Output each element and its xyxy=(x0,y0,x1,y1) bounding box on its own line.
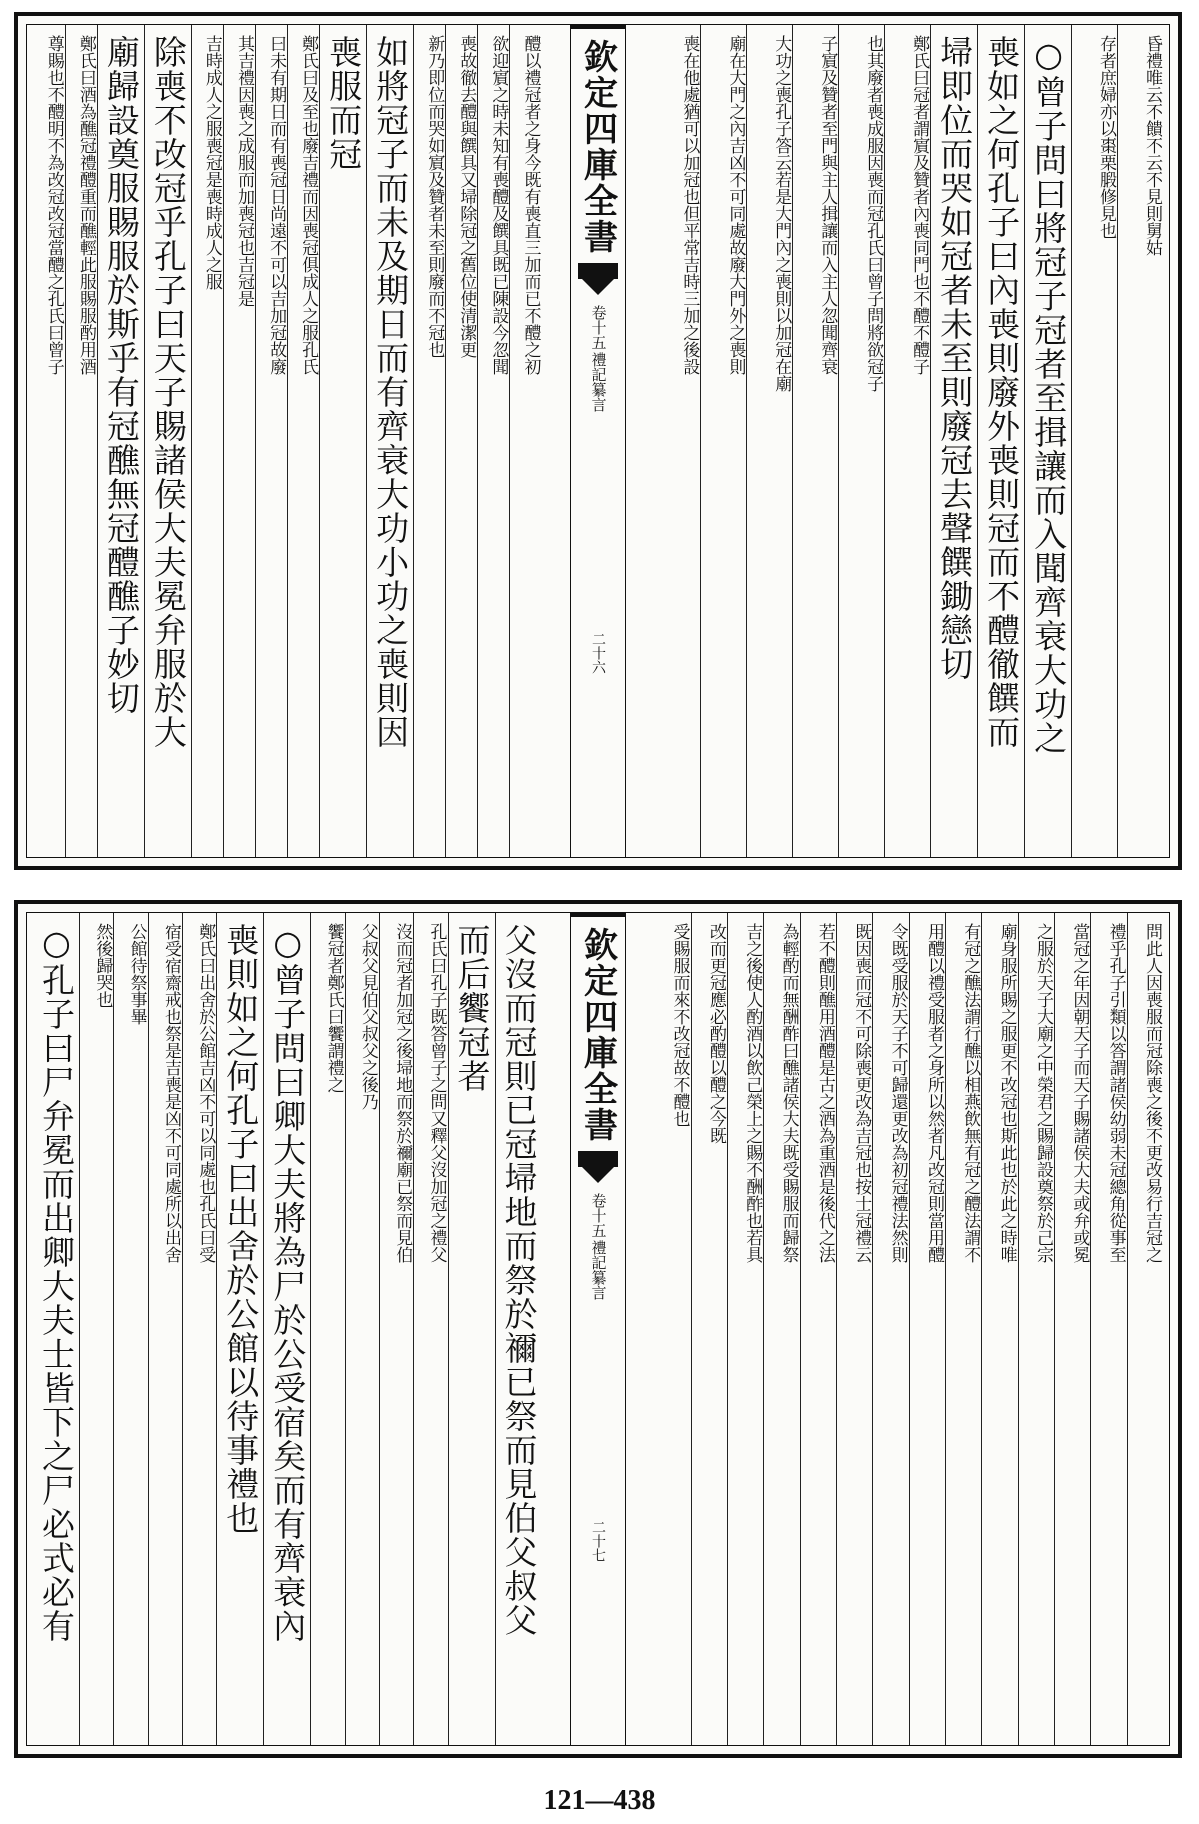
gutter-top-bar xyxy=(571,25,625,29)
main-text-column: ○曾子問曰將冠子冠者至揖讓而入聞齊衰大功之 xyxy=(1024,25,1071,857)
top-right-columns xyxy=(655,25,1164,857)
main-text-column: ○曾子問曰卿大夫將為尸於公受宿矣而有齊衰內 xyxy=(263,913,310,1745)
commentary-column: 然後歸哭也 xyxy=(79,913,113,1745)
commentary-column: 昏禮唯云不饋不云不見則舅姑 xyxy=(1117,25,1163,857)
main-text-column: 除喪不改冠乎孔子曰天子賜諸侯大夫冕弁服於大 xyxy=(144,25,191,857)
commentary-column: 若不醴則醮用酒醴是古之酒為重酒是後代之法 xyxy=(800,913,836,1745)
volume-label: 卷十五 xyxy=(589,1193,608,1238)
main-text-column: 埽即位而哭如冠者未至則廢冠去聲饌鋤戀切 xyxy=(930,25,977,857)
commentary-column: 醴以禮冠者之身今既有喪直三加而已不醴之初 xyxy=(509,25,541,857)
commentary-column: 既因喪而冠不可除喪更改為吉冠也按士冠禮云 xyxy=(836,913,872,1745)
commentary-column: 新乃即位而哭如賔及贊者未至則廢而不冠也 xyxy=(413,25,445,857)
book-info xyxy=(590,305,607,412)
commentary-column: 禮乎孔子引類以答謂諸侯幼弱未冠總角從事至 xyxy=(1090,913,1126,1745)
library-title: 欽定四庫全書 xyxy=(577,39,618,255)
commentary-column: 吉之後使人酌酒以飲己榮上之賜不酬酢也若具 xyxy=(727,913,763,1745)
main-text-column: 廟歸設奠服賜服於斯乎有冠醮無冠醴醮子妙切 xyxy=(97,25,144,857)
commentary-column: 孔氏曰孔子既答曾子之問又釋父沒加冠之禮父 xyxy=(413,913,447,1745)
page-number: 121—438 xyxy=(543,1785,656,1816)
commentary-column: 鄭氏曰出舍於公館吉凶不可以同處也孔氏曰受 xyxy=(182,913,216,1745)
commentary-column: 宿受宿齋戒也祭是吉喪是凶不可同處所以出舍 xyxy=(148,913,182,1745)
commentary-column: 受賜服而來不改冠故不醴也 xyxy=(669,923,690,1127)
commentary-column: 鄭氏曰及至也廢吉禮而因喪冠俱成人之服孔氏 xyxy=(287,25,319,857)
volume-label: 卷十五 xyxy=(589,305,608,350)
commentary-column: 有冠之醮法謂行醮以相燕飲無有冠之醴法謂不 xyxy=(945,913,981,1745)
commentary-column: 沒而冠者加冠之後埽地而祭於禰廟已祭而見伯 xyxy=(379,913,413,1745)
commentary-column: 為輕酌而無酬酢曰醮諸侯大夫既受賜服而歸祭 xyxy=(763,913,799,1745)
commentary-column: 大功之喪孔子答云若是大門內之喪則以加冠在廟 xyxy=(746,25,792,857)
commentary-column: 父叔父見伯父叔父之後乃 xyxy=(345,913,379,1745)
top-page xyxy=(14,12,1182,870)
commentary-column: 之服於天子大廟之中榮君之賜歸設奠祭於己宗 xyxy=(1018,913,1054,1745)
top-page-frame xyxy=(26,24,1170,858)
main-text-column: 喪則如之何孔子曰出舍於公館以待事禮也 xyxy=(216,913,263,1745)
commentary-column: 鄭氏曰冠者謂賔及贊者內喪同門也不醴不醴子 xyxy=(884,25,930,857)
fishtail-mark-icon xyxy=(578,263,618,279)
commentary-column: 廟身服所賜之服更不改冠也斯此也於此之時唯 xyxy=(981,913,1017,1745)
top-gutter xyxy=(570,25,626,857)
bottom-page xyxy=(14,900,1182,1758)
commentary-column: 用醴以禮受服者之身所以然者凡改冠則當用醴 xyxy=(909,913,945,1745)
top-right-half xyxy=(655,25,1164,857)
commentary-column: 其吉禮因喪之成服而加喪冠也吉冠是 xyxy=(223,25,255,857)
main-text-column: 而后饗冠者 xyxy=(448,913,495,1745)
bottom-page-frame xyxy=(26,912,1170,1746)
bottom-gutter xyxy=(570,913,626,1745)
bottom-left-columns xyxy=(33,913,542,1745)
main-text-column: 喪服而冠 xyxy=(319,25,366,857)
commentary-column: 也其廢者喪成服因喪而冠孔氏曰曾子問將欲冠子 xyxy=(838,25,884,857)
bottom-right-half xyxy=(655,913,1164,1745)
bottom-right-columns xyxy=(655,913,1164,1745)
bottom-left-half xyxy=(33,913,542,1745)
commentary-column: 子賔及贊者至門與主人揖讓而入主人忽聞齊衰 xyxy=(792,25,838,857)
folio-number: 二十七 xyxy=(590,1520,606,1562)
fishtail-mark-icon xyxy=(578,1151,618,1167)
main-text-column: 父沒而冠則已冠埽地而祭於禰已祭而見伯父叔父 xyxy=(495,913,542,1745)
top-left-half xyxy=(33,25,542,857)
commentary-column: 改而更冠應必酌醴以醴之今既 xyxy=(691,913,727,1745)
commentary-column: 欲迎賔之時未知有喪醴及饌具既已陳設今忽聞 xyxy=(477,25,509,857)
commentary-column: 令既受服於天子不可歸還更改為初冠禮法然則 xyxy=(872,913,908,1745)
library-title: 欽定四庫全書 xyxy=(577,927,618,1143)
commentary-column: 公館待祭事畢 xyxy=(113,913,147,1745)
commentary-column: 當冠之年因朝天子而天子賜諸侯大夫或弁或冕 xyxy=(1054,913,1090,1745)
main-text-column: 喪如之何孔子曰內喪則廢外喪則冠而不醴徹饌而 xyxy=(977,25,1024,857)
gutter-top-bar xyxy=(571,913,625,917)
commentary-column: 尊賜也不醴明不為改冠改冠當醴之孔氏曰曾子 xyxy=(43,35,64,375)
folio-number: 二十六 xyxy=(590,632,606,674)
book-title: 禮記纂言 xyxy=(589,1240,608,1300)
main-text-column: ○孔子曰尸弁冕而出卿大夫士皆下之尸必式必有 xyxy=(37,923,76,1643)
commentary-column: 鄭氏曰酒為醮冠禮醴重而醮輕此服賜服酌用酒 xyxy=(65,25,97,857)
main-text-column: 如將冠子而未及期日而有齊衰大功小功之喪則因 xyxy=(366,25,413,857)
top-left-columns xyxy=(33,25,542,857)
commentary-column: 廟在大門之內吉凶不可同處故廢大門外之喪則 xyxy=(700,25,746,857)
commentary-column: 喪故徹去醴與饌具又埽除冠之舊位使清潔更 xyxy=(445,25,477,857)
commentary-column: 曰未有期日而有喪冠日尚遠不可以吉加冠故廢 xyxy=(255,25,287,857)
book-info xyxy=(590,1193,607,1300)
commentary-column: 吉時成人之服喪冠是喪時成人之服 xyxy=(191,25,223,857)
commentary-column: 饗冠者鄭氏曰饗謂禮之 xyxy=(310,913,344,1745)
commentary-column: 存者庶婦亦以棗栗腶修見也 xyxy=(1071,25,1117,857)
commentary-column: 問此人因喪服而冠除喪之後不更改易行吉冠之 xyxy=(1127,913,1163,1745)
book-title: 禮記纂言 xyxy=(589,352,608,412)
commentary-column: 喪在他處猶可以加冠也但平常吉時三加之後設 xyxy=(679,35,700,375)
